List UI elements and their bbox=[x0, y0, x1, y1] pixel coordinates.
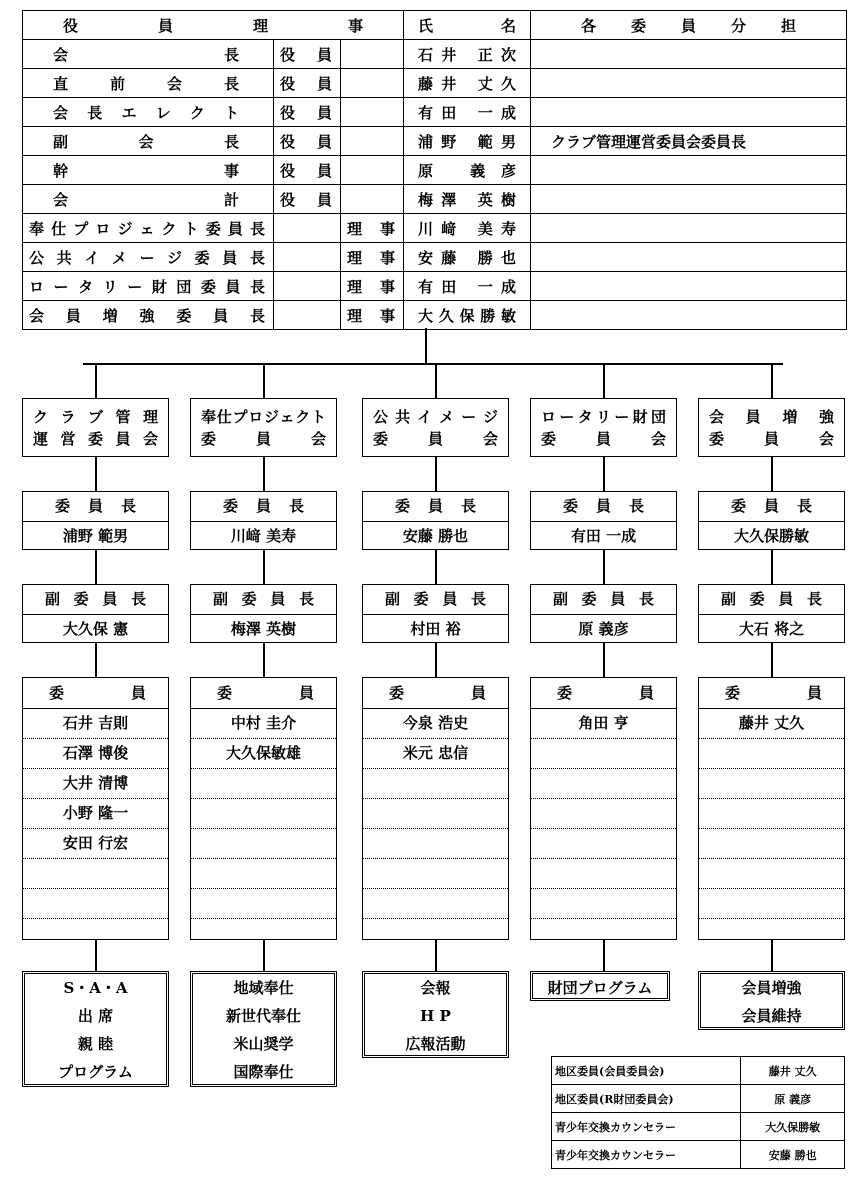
activities-box bbox=[190, 971, 337, 1087]
committee-name-line1: 公共イメージ bbox=[373, 407, 498, 426]
activities-box bbox=[362, 971, 509, 1058]
officer-duty bbox=[531, 301, 847, 330]
member-name bbox=[531, 769, 676, 799]
activity-item: S・A・A bbox=[63, 979, 128, 997]
member-name bbox=[699, 769, 844, 799]
member-name bbox=[191, 799, 336, 829]
chair-name: 有田 一成 bbox=[531, 521, 676, 551]
officer-name: 大久保勝敏 bbox=[404, 301, 531, 330]
activity-item: 親 睦 bbox=[77, 1035, 114, 1053]
members-label: 委 員 bbox=[23, 678, 168, 709]
officer-flag bbox=[274, 301, 341, 330]
members-box bbox=[698, 677, 845, 940]
officer-title: 会員増強委員長 bbox=[23, 301, 274, 330]
member-name bbox=[699, 919, 844, 948]
officers-table bbox=[22, 10, 847, 330]
officer-duty bbox=[531, 243, 847, 272]
officer-duty bbox=[531, 185, 847, 214]
activity-item: 財団プログラム bbox=[547, 979, 653, 997]
officer-duty bbox=[531, 98, 847, 127]
vice-chair-box bbox=[362, 584, 509, 643]
member-name bbox=[531, 829, 676, 859]
officer-title: 会計 bbox=[23, 185, 274, 214]
district-name: 大久保勝敏 bbox=[741, 1113, 845, 1141]
committee-name-line1: クラブ管理 bbox=[33, 407, 158, 426]
member-name bbox=[531, 919, 676, 948]
officer-row bbox=[23, 98, 847, 127]
officer-duty bbox=[531, 40, 847, 69]
officer-row bbox=[23, 243, 847, 272]
director-flag bbox=[341, 69, 404, 98]
members-box bbox=[22, 677, 169, 940]
member-name bbox=[699, 799, 844, 829]
director-flag: 理事 bbox=[341, 243, 404, 272]
chair-box bbox=[362, 491, 509, 550]
officer-row bbox=[23, 69, 847, 98]
vice-chair-name: 梅澤 英樹 bbox=[191, 614, 336, 644]
director-flag: 理事 bbox=[341, 272, 404, 301]
vice-chair-name: 大石 将之 bbox=[699, 614, 844, 644]
committee-name-line2: 運営委員会 bbox=[33, 429, 158, 448]
member-name bbox=[191, 769, 336, 799]
vice-chair-label: 副委員長 bbox=[721, 590, 822, 608]
member-name bbox=[531, 859, 676, 889]
officer-row bbox=[23, 214, 847, 243]
chair-label: 委員長 bbox=[395, 497, 476, 515]
activity-item: プログラム bbox=[58, 1063, 133, 1081]
activity-item: H P bbox=[420, 1007, 451, 1025]
committee-name-line2: 委員会 bbox=[373, 429, 498, 448]
activity-item: 会報 bbox=[420, 979, 451, 997]
activity-item: 出 席 bbox=[77, 1007, 114, 1025]
member-name bbox=[699, 859, 844, 889]
officer-flag: 役員 bbox=[274, 69, 341, 98]
officer-flag bbox=[274, 272, 341, 301]
committee-name-box bbox=[190, 398, 337, 457]
vice-chair-name: 大久保 憲 bbox=[23, 614, 168, 644]
activity-item: 広報活動 bbox=[405, 1035, 466, 1053]
member-name: 角田 亨 bbox=[531, 709, 676, 739]
activity-item: 国際奉仕 bbox=[233, 1063, 294, 1081]
member-name bbox=[191, 889, 336, 919]
officer-row bbox=[23, 156, 847, 185]
vice-chair-box bbox=[190, 584, 337, 643]
committee-name-box bbox=[22, 398, 169, 457]
vice-chair-label: 副委員長 bbox=[213, 590, 314, 608]
director-flag: 理事 bbox=[341, 301, 404, 330]
district-row bbox=[552, 1141, 845, 1169]
officer-name: 石井 正次 bbox=[404, 40, 531, 69]
chair-label: 委員長 bbox=[731, 497, 812, 515]
members-box bbox=[362, 677, 509, 940]
officer-duty bbox=[531, 272, 847, 301]
officer-title: 直前会長 bbox=[23, 69, 274, 98]
chair-name: 浦野 範男 bbox=[23, 521, 168, 551]
vice-chair-box bbox=[530, 584, 677, 643]
member-name bbox=[363, 799, 508, 829]
vice-chair-label: 副委員長 bbox=[45, 590, 146, 608]
member-name: 大久保敏雄 bbox=[191, 739, 336, 769]
officer-title: 副会長 bbox=[23, 127, 274, 156]
officer-name: 原 義彦 bbox=[404, 156, 531, 185]
header-duty: 各 委 員 分 担 bbox=[531, 11, 847, 40]
branch-line bbox=[83, 363, 783, 365]
district-name: 原 義彦 bbox=[741, 1085, 845, 1113]
director-flag: 理事 bbox=[341, 214, 404, 243]
officer-name: 浦野 範男 bbox=[404, 127, 531, 156]
officer-row bbox=[23, 40, 847, 69]
officer-title: 会長エレクト bbox=[23, 98, 274, 127]
members-label: 委 員 bbox=[191, 678, 336, 709]
officer-name: 川﨑 美寿 bbox=[404, 214, 531, 243]
chair-label: 委員長 bbox=[55, 497, 136, 515]
committee-name-line1: 会員増強 bbox=[709, 407, 834, 426]
committee-name-box bbox=[362, 398, 509, 457]
officer-name: 梅澤 英樹 bbox=[404, 185, 531, 214]
officer-name: 有田 一成 bbox=[404, 272, 531, 301]
header-role: 役 員 理 事 bbox=[23, 11, 404, 40]
district-name: 安藤 勝也 bbox=[741, 1141, 845, 1169]
officer-name: 藤井 丈久 bbox=[404, 69, 531, 98]
activity-item: 地域奉仕 bbox=[233, 979, 294, 997]
member-name bbox=[363, 859, 508, 889]
director-flag bbox=[341, 185, 404, 214]
member-name: 米元 忠信 bbox=[363, 739, 508, 769]
chair-box bbox=[698, 491, 845, 550]
officer-duty bbox=[531, 69, 847, 98]
member-name bbox=[363, 829, 508, 859]
member-name bbox=[363, 769, 508, 799]
member-name: 安田 行宏 bbox=[23, 829, 168, 859]
member-name bbox=[699, 829, 844, 859]
member-name bbox=[191, 859, 336, 889]
vice-chair-label: 副委員長 bbox=[553, 590, 654, 608]
chair-name: 川﨑 美寿 bbox=[191, 521, 336, 551]
activities-box bbox=[22, 971, 169, 1087]
district-role: 地区委員(R財団委員会) bbox=[552, 1085, 741, 1113]
chair-name: 大久保勝敏 bbox=[699, 521, 844, 551]
officer-duty: クラブ管理運営委員会委員長 bbox=[531, 127, 847, 156]
member-name bbox=[531, 739, 676, 769]
committee-name-line2: 委員会 bbox=[201, 429, 326, 448]
officer-title: ロータリー財団委員長 bbox=[23, 272, 274, 301]
chair-name: 安藤 勝也 bbox=[363, 521, 508, 551]
officer-flag: 役員 bbox=[274, 156, 341, 185]
members-box bbox=[530, 677, 677, 940]
district-row bbox=[552, 1085, 845, 1113]
officer-flag: 役員 bbox=[274, 98, 341, 127]
district-name: 藤井 丈久 bbox=[741, 1057, 845, 1085]
activity-item: 会員維持 bbox=[741, 1007, 802, 1025]
member-name: 石澤 博俊 bbox=[23, 739, 168, 769]
chair-label: 委員長 bbox=[563, 497, 644, 515]
member-name bbox=[23, 859, 168, 889]
member-name bbox=[699, 739, 844, 769]
chair-box bbox=[530, 491, 677, 550]
members-label: 委 員 bbox=[699, 678, 844, 709]
director-flag bbox=[341, 98, 404, 127]
officer-title: 奉仕プロジェクト委員長 bbox=[23, 214, 274, 243]
member-name: 石井 吉則 bbox=[23, 709, 168, 739]
committee-name-box bbox=[530, 398, 677, 457]
activity-item: 新世代奉仕 bbox=[225, 1007, 301, 1025]
header-name: 氏 名 bbox=[404, 11, 531, 40]
committee-name-line1: 奉仕プロジェクト bbox=[201, 407, 326, 426]
officer-duty bbox=[531, 156, 847, 185]
officer-duty bbox=[531, 214, 847, 243]
district-role: 地区委員(会員委員会) bbox=[552, 1057, 741, 1085]
chair-box bbox=[22, 491, 169, 550]
director-flag bbox=[341, 40, 404, 69]
chair-label: 委員長 bbox=[223, 497, 304, 515]
district-table bbox=[551, 1056, 845, 1169]
member-name: 藤井 丈久 bbox=[699, 709, 844, 739]
member-name: 中村 圭介 bbox=[191, 709, 336, 739]
officer-flag: 役員 bbox=[274, 185, 341, 214]
officer-flag: 役員 bbox=[274, 127, 341, 156]
members-box bbox=[190, 677, 337, 940]
activity-item: 会員増強 bbox=[741, 979, 802, 997]
member-name bbox=[363, 889, 508, 919]
officer-row bbox=[23, 301, 847, 330]
officer-flag bbox=[274, 243, 341, 272]
activities-box bbox=[698, 971, 845, 1030]
officer-name: 安藤 勝也 bbox=[404, 243, 531, 272]
district-row bbox=[552, 1113, 845, 1141]
member-name bbox=[191, 829, 336, 859]
officer-title: 幹事 bbox=[23, 156, 274, 185]
committee-name-box bbox=[698, 398, 845, 457]
officer-name: 有田 一成 bbox=[404, 98, 531, 127]
officer-title: 会長 bbox=[23, 40, 274, 69]
officer-flag bbox=[274, 214, 341, 243]
director-flag bbox=[341, 127, 404, 156]
officer-row bbox=[23, 185, 847, 214]
committee-name-line2: 委員会 bbox=[709, 429, 834, 448]
committee-name-line1: ロータリー財団 bbox=[541, 407, 666, 426]
member-name: 大井 清博 bbox=[23, 769, 168, 799]
district-role: 青少年交換カウンセラー bbox=[552, 1113, 741, 1141]
trunk-line bbox=[425, 328, 427, 364]
vice-chair-label: 副委員長 bbox=[385, 590, 486, 608]
member-name bbox=[23, 919, 168, 948]
activity-item: 米山奨学 bbox=[233, 1035, 294, 1053]
member-name bbox=[531, 799, 676, 829]
director-flag bbox=[341, 156, 404, 185]
officer-flag: 役員 bbox=[274, 40, 341, 69]
member-name bbox=[699, 889, 844, 919]
vice-chair-name: 原 義彦 bbox=[531, 614, 676, 644]
district-role: 青少年交換カウンセラー bbox=[552, 1141, 741, 1169]
district-row bbox=[552, 1057, 845, 1085]
committee-name-line2: 委員会 bbox=[541, 429, 666, 448]
officers-header-row bbox=[23, 11, 847, 40]
vice-chair-name: 村田 裕 bbox=[363, 614, 508, 644]
member-name: 今泉 浩史 bbox=[363, 709, 508, 739]
vice-chair-box bbox=[22, 584, 169, 643]
chair-box bbox=[190, 491, 337, 550]
vice-chair-box bbox=[698, 584, 845, 643]
member-name bbox=[191, 919, 336, 948]
members-label: 委 員 bbox=[531, 678, 676, 709]
activities-box bbox=[530, 971, 670, 1001]
member-name: 小野 隆一 bbox=[23, 799, 168, 829]
member-name bbox=[531, 889, 676, 919]
member-name bbox=[363, 919, 508, 948]
officer-row bbox=[23, 272, 847, 301]
member-name bbox=[23, 889, 168, 919]
members-label: 委 員 bbox=[363, 678, 508, 709]
officer-title: 公共イメージ委員長 bbox=[23, 243, 274, 272]
officer-row bbox=[23, 127, 847, 156]
